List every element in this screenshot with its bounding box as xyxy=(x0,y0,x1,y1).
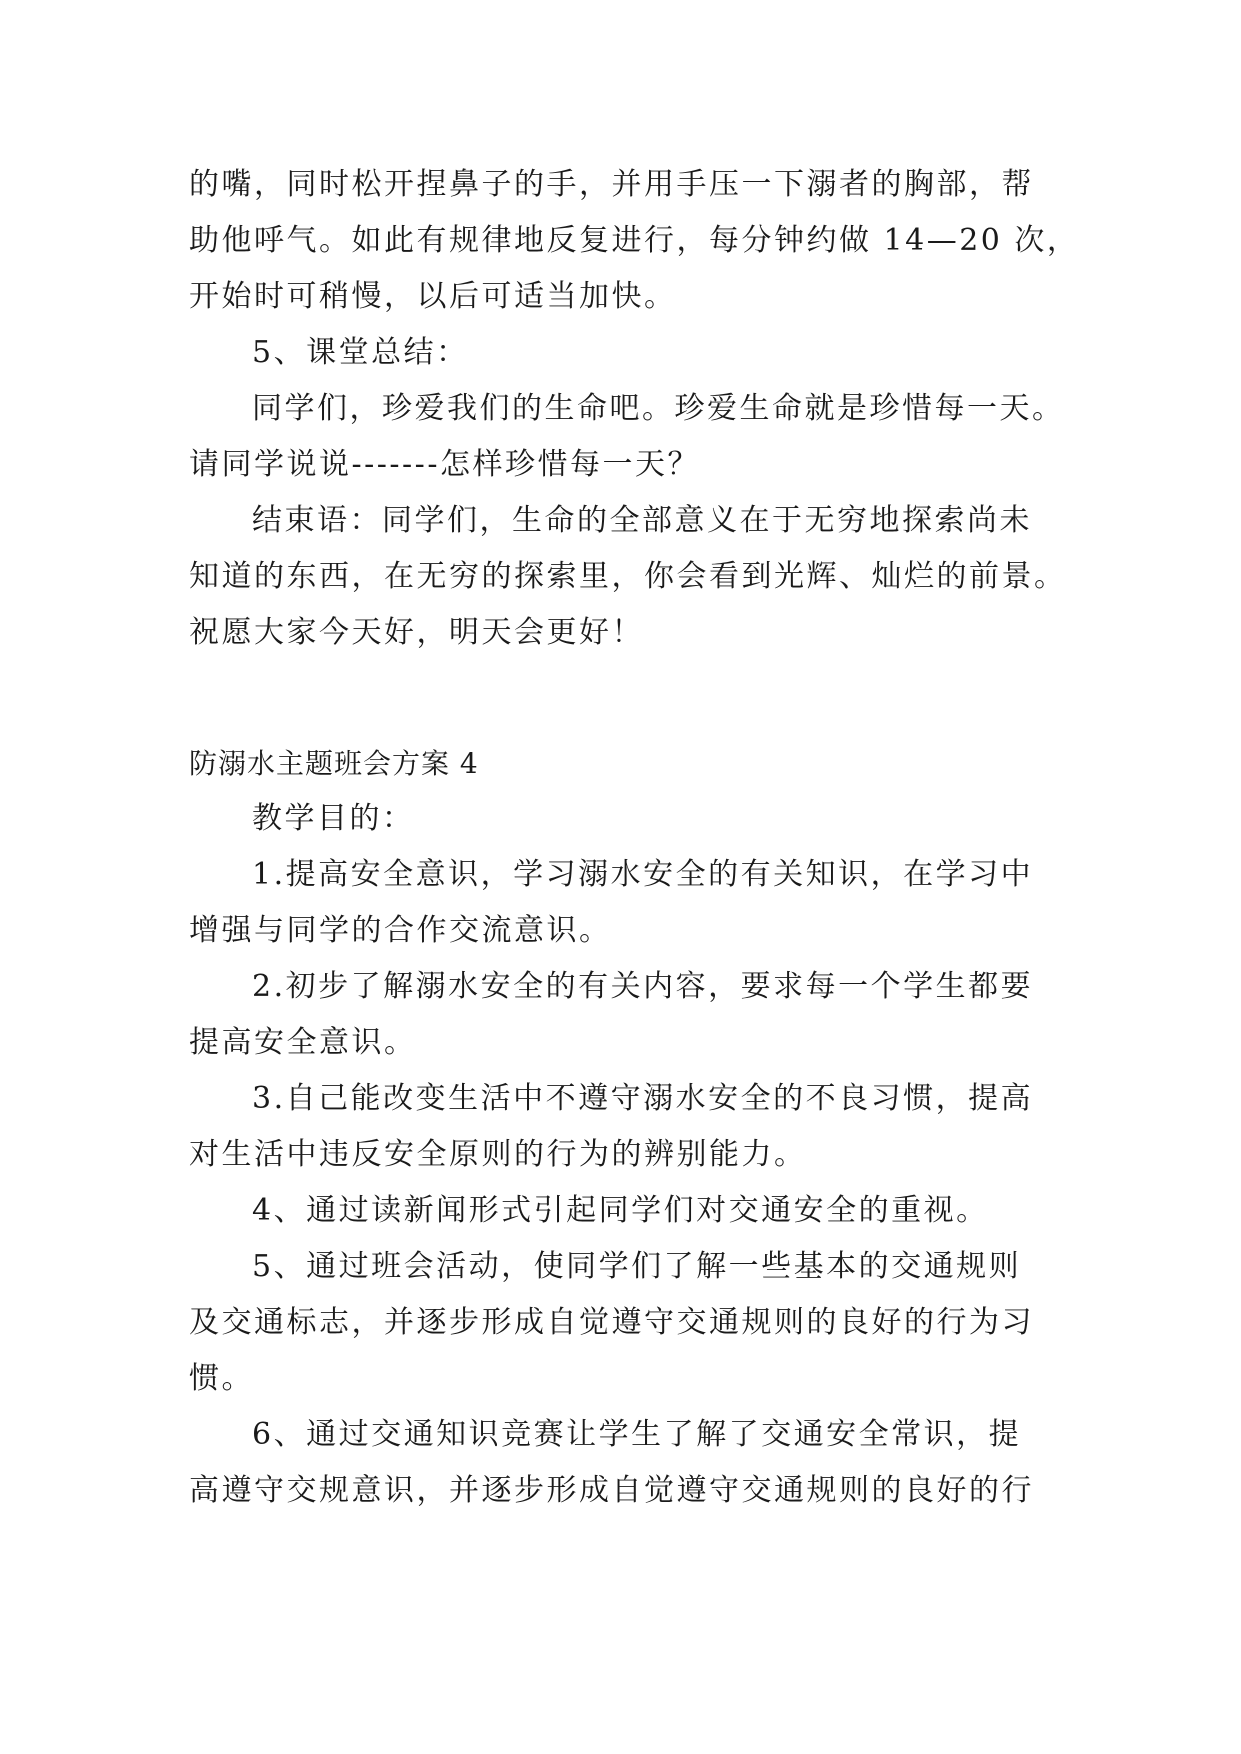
paragraph-line: 2.初步了解溺水安全的有关内容，要求每一个学生都要 xyxy=(252,969,1034,1004)
paragraph-line: 提高安全意识。 xyxy=(189,1025,417,1060)
paragraph-line: 5、通过班会活动，使同学们了解一些基本的交通规则 xyxy=(252,1249,1022,1284)
paragraph-line: 祝愿大家今天好，明天会更好！ xyxy=(189,615,644,650)
section-title: 防溺水主题班会方案 4 xyxy=(189,747,479,780)
paragraph-line: 的嘴，同时松开捏鼻子的手，并用手压一下溺者的胸部，帮 xyxy=(189,167,1034,202)
paragraph-line: 请同学说说-------怎样珍惜每一天？ xyxy=(189,447,700,482)
paragraph-line: 4、通过读新闻形式引起同学们对交通安全的重视。 xyxy=(252,1193,989,1228)
paragraph-line: 助他呼气。如此有规律地反复进行，每分钟约做 14—20 次， xyxy=(189,223,1080,258)
paragraph-line: 知道的东西，在无穷的探索里，你会看到光辉、灿烂的前景。 xyxy=(189,559,1067,594)
paragraph-line: 高遵守交规意识，并逐步形成自觉遵守交通规则的良好的行 xyxy=(189,1473,1034,1508)
paragraph-line: 教学目的： xyxy=(252,801,415,836)
paragraph-line: 惯。 xyxy=(189,1361,254,1396)
paragraph-line: 及交通标志，并逐步形成自觉遵守交通规则的良好的行为习 xyxy=(189,1305,1034,1340)
paragraph-line: 开始时可稍慢，以后可适当加快。 xyxy=(189,279,677,314)
paragraph-line: 6、通过交通知识竞赛让学生了解了交通安全常识，提 xyxy=(252,1417,1022,1452)
paragraph-line: 结束语：同学们，生命的全部意义在于无穷地探索尚未 xyxy=(252,503,1032,538)
paragraph-line: 1.提高安全意识，学习溺水安全的有关知识，在学习中 xyxy=(252,857,1034,892)
paragraph-line: 5、课堂总结： xyxy=(252,335,469,370)
paragraph-line: 3.自己能改变生活中不遵守溺水安全的不良习惯，提高 xyxy=(252,1081,1034,1116)
paragraph-line: 增强与同学的合作交流意识。 xyxy=(189,913,612,948)
paragraph-line: 同学们，珍爱我们的生命吧。珍爱生命就是珍惜每一天。 xyxy=(252,391,1065,426)
paragraph-line: 对生活中违反安全原则的行为的辨别能力。 xyxy=(189,1137,807,1172)
